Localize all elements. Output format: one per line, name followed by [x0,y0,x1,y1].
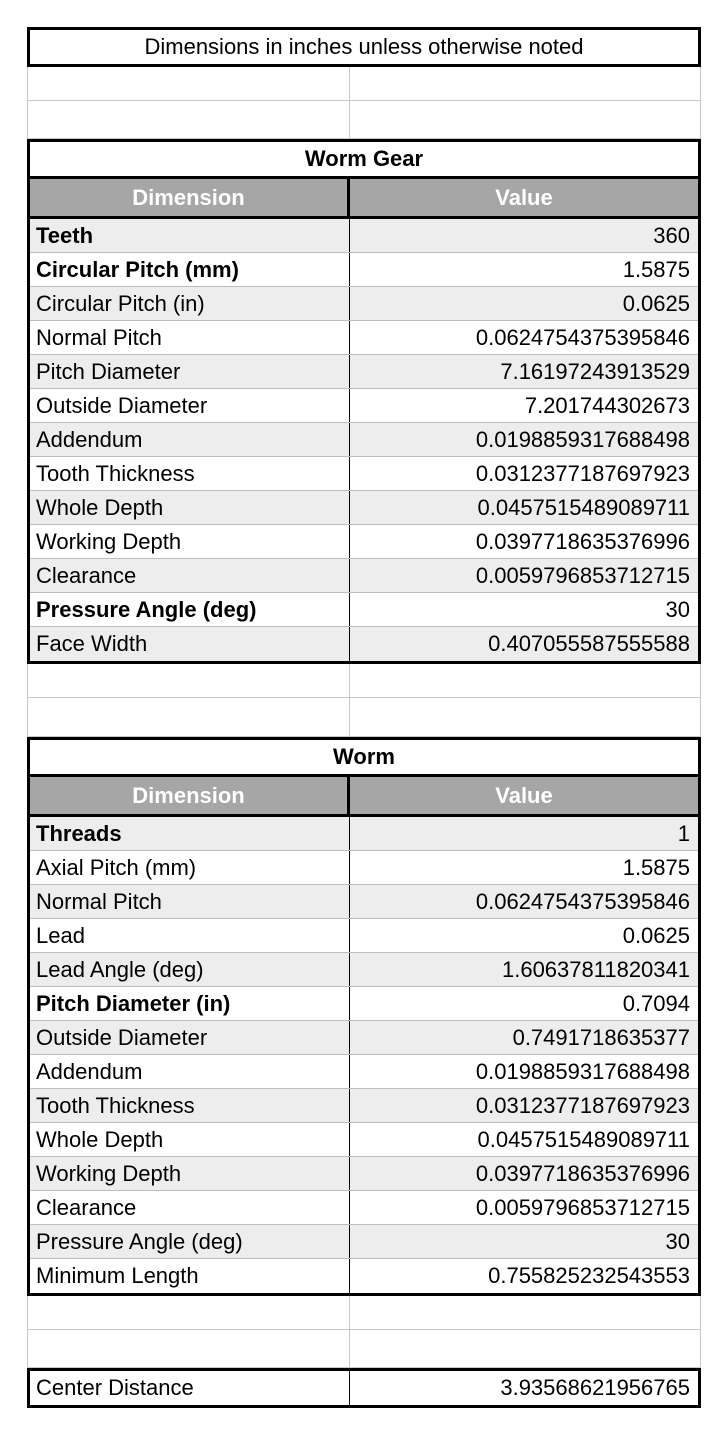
header-dimension: Dimension [30,777,350,814]
dimension-cell: Tooth Thickness [30,457,350,490]
value-cell: 1.60637811820341 [501,956,690,982]
dimension-cell: Minimum Length [30,1259,350,1293]
dimension-cell: Teeth [30,219,350,252]
empty-row [27,664,701,698]
table-row[interactable] [30,423,698,457]
empty-row [27,1296,701,1330]
dimension-cell: Circular Pitch (in) [30,287,350,320]
empty-cell[interactable] [27,698,350,737]
value-cell: 0.0457515489089711 [477,1126,690,1152]
table-row[interactable] [30,219,698,253]
value-cell: 30 [665,1228,690,1254]
empty-cell[interactable] [350,698,701,737]
table-row[interactable] [30,525,698,559]
table-row[interactable] [30,627,698,661]
value-cell: 0.7094 [622,990,690,1016]
value-cell: 0.0397718635376996 [475,528,690,554]
dimension-cell: Face Width [30,627,350,661]
value-cell: 0.0397718635376996 [475,1160,690,1186]
value-cell: 0.0625 [622,922,690,948]
value-cell: 0.0059796853712715 [475,1194,690,1220]
center-distance-row[interactable] [30,1371,698,1405]
empty-cell[interactable] [350,1330,701,1368]
table-row[interactable] [30,389,698,423]
empty-cell[interactable] [27,664,350,698]
dimension-cell: Lead [30,919,350,952]
table-row[interactable] [30,287,698,321]
worm-gear-table [27,139,701,664]
center-distance-box [27,1368,701,1408]
worm-table [27,737,701,1296]
table-row[interactable] [30,1157,698,1191]
dimension-cell: Clearance [30,559,350,592]
value-cell: 7.16197243913529 [500,358,690,384]
value-cell: 360 [653,222,690,248]
table-row[interactable] [30,919,698,953]
empty-row [27,698,701,737]
header-dimension: Dimension [30,179,350,216]
table-row[interactable] [30,1191,698,1225]
table-row[interactable] [30,321,698,355]
table-row[interactable] [30,885,698,919]
table-row[interactable] [30,491,698,525]
value-cell: 1.5875 [622,256,690,282]
table-row[interactable] [30,851,698,885]
empty-cell[interactable] [27,101,350,139]
dimension-cell: Working Depth [30,1157,350,1190]
empty-row [27,101,701,139]
value-cell: 0.0457515489089711 [477,494,690,520]
value-cell: 0.407055587555588 [488,631,690,656]
value-cell: 0.0312377187697923 [475,460,690,486]
empty-cell[interactable] [350,101,701,139]
dimension-cell: Normal Pitch [30,321,350,354]
dimension-cell: Lead Angle (deg) [30,953,350,986]
units-note [27,27,701,67]
table-row[interactable] [30,355,698,389]
table-row[interactable] [30,253,698,287]
units-note-text: Dimensions in inches unless otherwise noted [144,34,584,59]
value-cell: 0.0624754375395846 [475,888,690,914]
table-row[interactable] [30,987,698,1021]
table-row[interactable] [30,593,698,627]
dimension-cell: Pitch Diameter [30,355,350,388]
empty-cell[interactable] [27,1296,350,1330]
value-cell: 0.0624754375395846 [475,324,690,350]
table-row[interactable] [30,1089,698,1123]
dimension-cell: Addendum [30,423,350,456]
table-row[interactable] [30,1055,698,1089]
value-cell: 1 [677,820,690,846]
empty-cell[interactable] [27,1330,350,1368]
empty-cell[interactable] [350,664,701,698]
dimension-cell: Working Depth [30,525,350,558]
value-cell: 0.0198859317688498 [475,1058,690,1084]
header-value: Value [495,782,553,808]
dimension-cell: Outside Diameter [30,1021,350,1054]
dimension-cell: Axial Pitch (mm) [30,851,350,884]
worm-header-row [30,777,698,817]
empty-cell[interactable] [27,67,350,101]
empty-cell[interactable] [350,67,701,101]
dimension-cell: Addendum [30,1055,350,1088]
value-cell: 1.5875 [622,854,690,880]
empty-cell[interactable] [350,1296,701,1330]
dimension-cell: Pressure Angle (deg) [30,1225,350,1258]
empty-row [27,67,701,101]
dimension-cell: Whole Depth [30,1123,350,1156]
table-row[interactable] [30,457,698,491]
worm-title: Worm [30,740,698,777]
dimension-cell: Tooth Thickness [30,1089,350,1122]
table-row[interactable] [30,1123,698,1157]
dimension-cell: Whole Depth [30,491,350,524]
empty-row [27,1330,701,1368]
table-row[interactable] [30,559,698,593]
value-cell: 0.755825232543553 [488,1263,690,1288]
value-cell: 0.0625 [622,290,690,316]
value-cell: 0.0198859317688498 [475,426,690,452]
worm-gear-title: Worm Gear [30,142,698,179]
worm-rows [30,817,698,1293]
header-value: Value [495,184,553,210]
table-row[interactable] [30,1021,698,1055]
dimension-cell: Threads [30,817,350,850]
table-row[interactable] [30,1259,698,1293]
value-cell: 30 [665,596,690,622]
value-cell: 7.201744302673 [524,392,690,418]
center-distance-value: 3.93568621956765 [500,1375,690,1400]
table-row[interactable] [30,953,698,987]
value-cell: 0.7491718635377 [512,1024,690,1050]
center-distance-label: Center Distance [30,1371,350,1405]
value-cell: 0.0312377187697923 [475,1092,690,1118]
dimension-cell: Circular Pitch (mm) [30,253,350,286]
spreadsheet [27,27,701,1408]
dimension-cell: Pressure Angle (deg) [30,593,350,626]
dimension-cell: Outside Diameter [30,389,350,422]
dimension-cell: Pitch Diameter (in) [30,987,350,1020]
value-cell: 0.0059796853712715 [475,562,690,588]
table-row[interactable] [30,817,698,851]
worm-gear-header-row [30,179,698,219]
table-row[interactable] [30,1225,698,1259]
worm-gear-rows [30,219,698,661]
dimension-cell: Clearance [30,1191,350,1224]
dimension-cell: Normal Pitch [30,885,350,918]
